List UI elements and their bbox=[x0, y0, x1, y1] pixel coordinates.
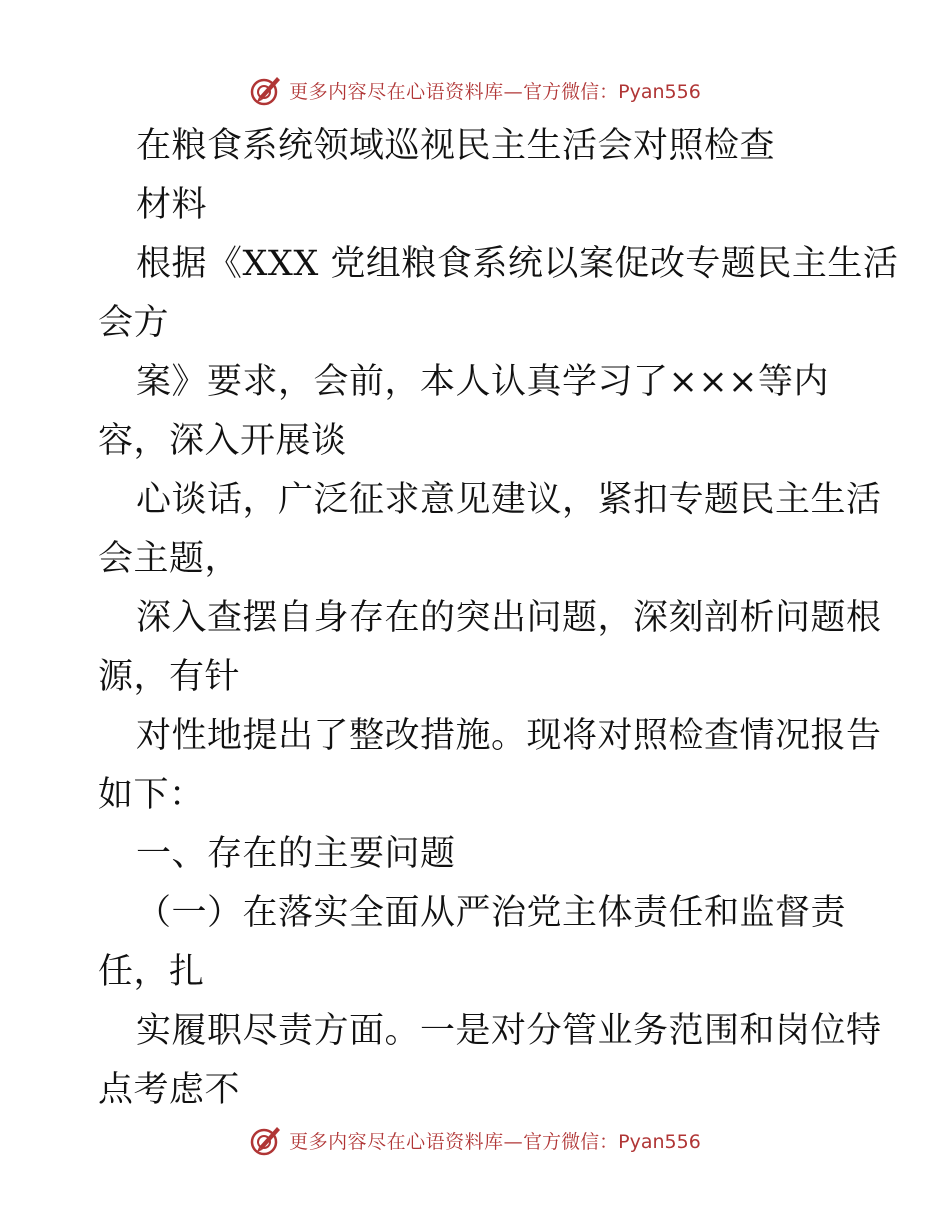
footer-watermark-banner bbox=[0, 1120, 950, 1160]
document-line: 案》要求，会前，本人认真学习了×××等内 bbox=[136, 362, 829, 402]
document-line: 实履职尽责方面。一是对分管业务范围和岗位特 bbox=[136, 1011, 882, 1051]
document-line: 一、存在的主要问题 bbox=[136, 834, 456, 874]
document-line: 在粮食系统领域巡视民主生活会对照检查 bbox=[136, 126, 776, 166]
document-line: 如下： bbox=[98, 775, 205, 815]
document-line: 心谈话，广泛征求意见建议，紧扣专题民主生活 bbox=[136, 480, 882, 520]
document-body bbox=[98, 117, 899, 1120]
banner-wechat-id: 官方微信：Pyan556 bbox=[523, 80, 701, 103]
document-line: 任，扎 bbox=[98, 952, 205, 992]
banner-text: 更多内容尽在心语资料库— bbox=[289, 80, 524, 103]
document-line: 根据《XXX 党组粮食系统以案促改专题民主生活 bbox=[136, 244, 899, 284]
document-line: 对性地提出了整改措施。现将对照检查情况报告 bbox=[136, 716, 882, 756]
pen-logo-icon bbox=[249, 73, 283, 107]
document-line: 深入查摆自身存在的突出问题，深刻剖析问题根 bbox=[136, 598, 882, 638]
document-line: 会方 bbox=[98, 303, 170, 343]
banner-wechat-id: 官方微信：Pyan556 bbox=[523, 1130, 701, 1153]
document-line: 材料 bbox=[136, 185, 208, 225]
document-line: 会主题， bbox=[98, 539, 241, 579]
document-line: 源，有针 bbox=[98, 657, 241, 697]
pen-logo-icon bbox=[249, 1123, 283, 1157]
document-line: （一）在落实全面从严治党主体责任和监督责 bbox=[136, 893, 847, 933]
header-watermark-banner bbox=[0, 70, 950, 110]
document-line: 容，深入开展谈 bbox=[98, 421, 347, 461]
banner-text: 更多内容尽在心语资料库— bbox=[289, 1130, 524, 1153]
document-line: 点考虑不 bbox=[98, 1070, 241, 1110]
